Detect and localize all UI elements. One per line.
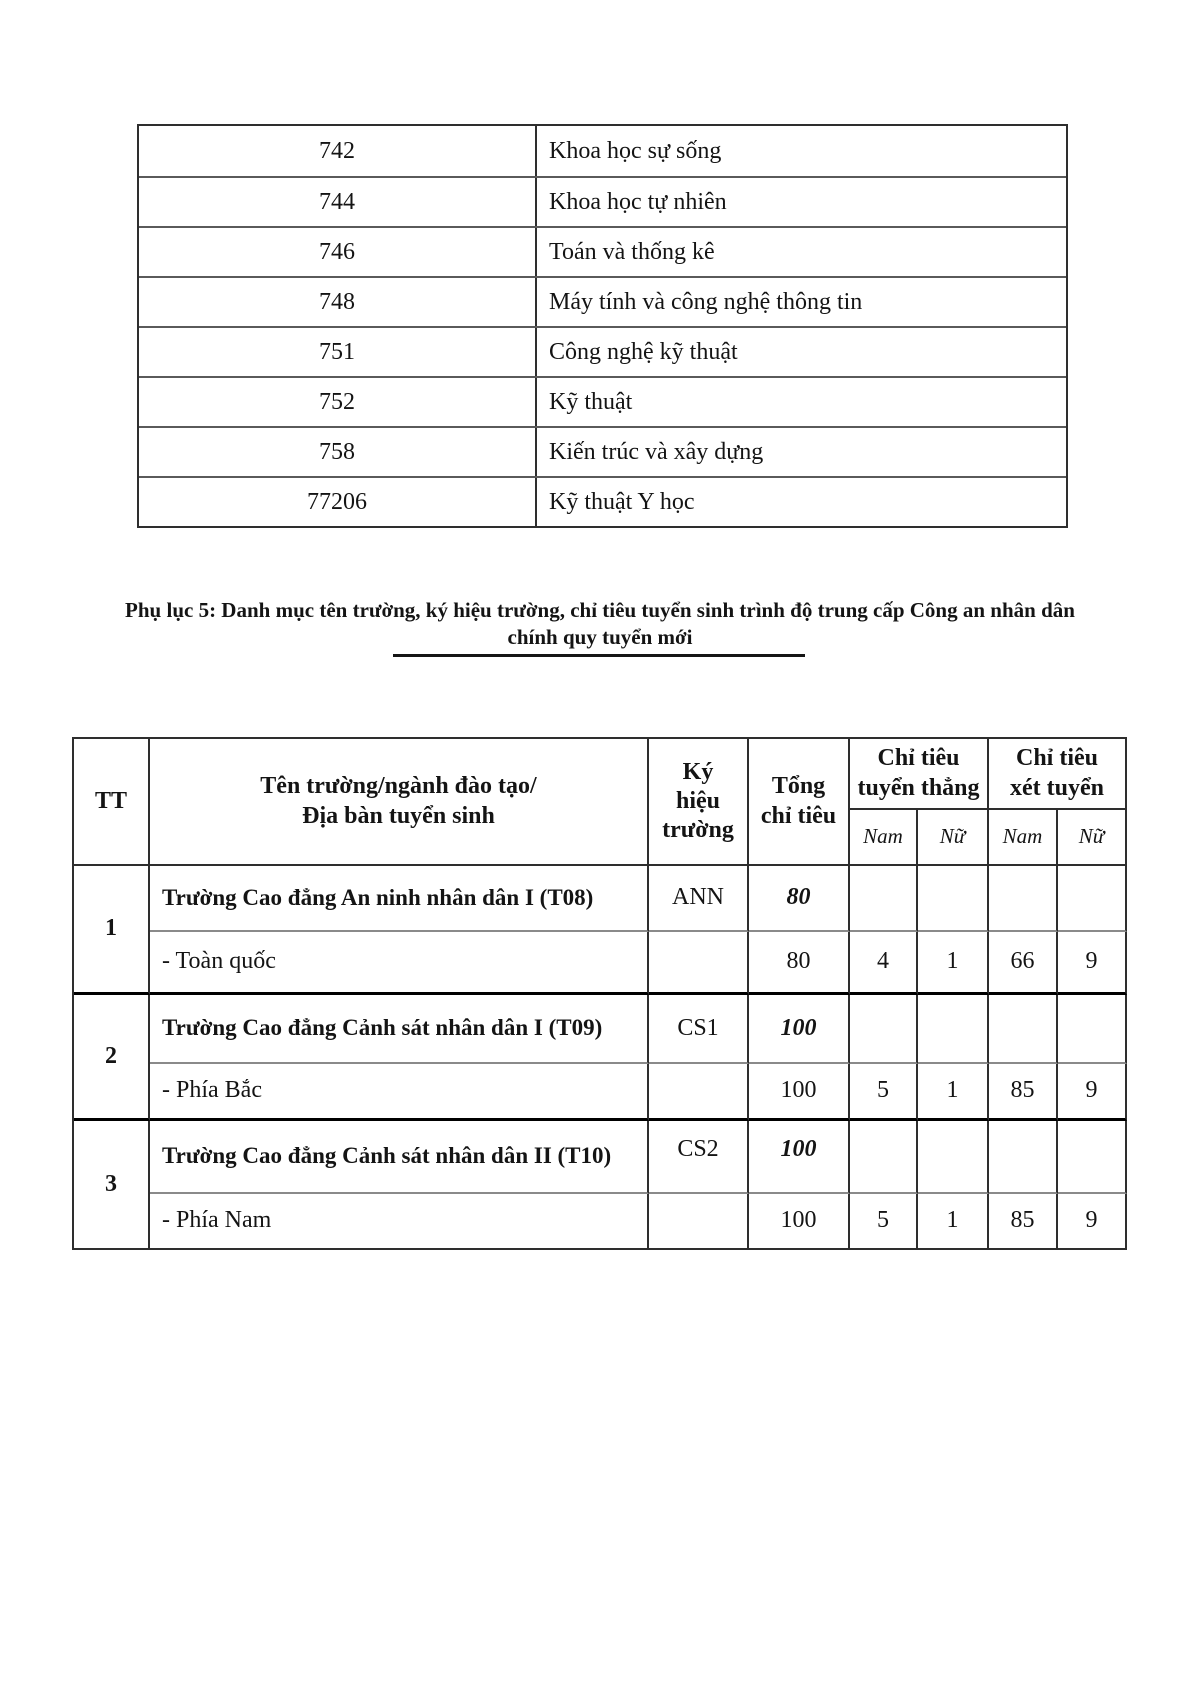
exam-female-cell: 9 (1058, 1064, 1127, 1121)
header-total-quota-line1: Tổng (771, 773, 826, 800)
header-school (150, 739, 649, 866)
subject-code-cell: 77206 (139, 478, 537, 526)
subject-name-cell: Khoa học sự sống (549, 137, 722, 164)
table-row (139, 326, 1066, 376)
header-school-line2: Địa bàn tuyển sinh (302, 802, 495, 829)
empty-cell (989, 1121, 1058, 1194)
header-exam-admission-line1: Chỉ tiêu (1015, 745, 1098, 772)
direct-female-cell: 1 (918, 932, 989, 995)
subject-name-cell: Kiến trúc và xây dựng (549, 438, 764, 465)
empty-cell (989, 866, 1058, 932)
region-name-cell: - Phía Bắc (150, 1064, 649, 1121)
header-exam-male: Nam (989, 810, 1058, 866)
header-direct-female: Nữ (918, 810, 989, 866)
row-number: 3 (74, 1121, 150, 1250)
subject-code-cell: 752 (139, 378, 537, 426)
direct-male-cell: 5 (850, 1064, 918, 1121)
exam-male-cell: 85 (989, 1194, 1058, 1250)
header-exam-female: Nữ (1058, 810, 1127, 866)
subject-code-table (137, 124, 1068, 528)
region-total-cell: 100 (749, 1194, 850, 1250)
school-name-cell: Trường Cao đẳng Cảnh sát nhân dân II (T10) (150, 1121, 649, 1194)
subject-code-cell: 748 (139, 278, 537, 326)
subject-code-cell: 758 (139, 428, 537, 476)
empty-cell (918, 866, 989, 932)
direct-male-cell: 4 (850, 932, 918, 995)
table-row (139, 276, 1066, 326)
subject-name-cell: Công nghệ kỹ thuật (549, 338, 738, 365)
empty-cell (918, 1121, 989, 1194)
region-name-cell: - Phía Nam (150, 1194, 649, 1250)
school-total-cell: 100 (749, 995, 850, 1064)
header-school-code-line1: Ký (682, 758, 714, 785)
region-total-cell: 80 (749, 932, 850, 995)
subject-name-cell: Khoa học tự nhiên (549, 188, 727, 215)
empty-cell (918, 995, 989, 1064)
header-school-code (649, 739, 749, 866)
table-row (139, 476, 1066, 526)
school-name-cell: Trường Cao đẳng An ninh nhân dân I (T08) (150, 866, 649, 932)
admission-quota-table (72, 737, 1127, 1250)
heading-underline (393, 654, 805, 657)
empty-cell (649, 932, 749, 995)
table-row (139, 126, 1066, 176)
header-exam-admission (989, 739, 1127, 810)
appendix-heading (0, 597, 1200, 651)
row-number: 2 (74, 995, 150, 1121)
exam-female-cell: 9 (1058, 1194, 1127, 1250)
region-total-cell: 100 (749, 1064, 850, 1121)
empty-cell (1058, 866, 1127, 932)
header-direct-admission-line1: Chỉ tiêu (877, 745, 960, 772)
region-name-cell: - Toàn quốc (150, 932, 649, 995)
header-school-line1: Tên trường/ngành đào tạo/ (260, 773, 537, 800)
header-total-quota-line2: chỉ tiêu (760, 802, 837, 829)
school-code-cell: CS1 (649, 995, 749, 1064)
empty-cell (989, 995, 1058, 1064)
header-direct-male: Nam (850, 810, 918, 866)
table-row (139, 376, 1066, 426)
direct-female-cell: 1 (918, 1194, 989, 1250)
header-tt: TT (74, 739, 150, 866)
subject-code-cell: 742 (139, 126, 537, 176)
header-school-code-line3: trường (662, 817, 734, 844)
empty-cell (850, 995, 918, 1064)
subject-name-cell: Toán và thống kê (549, 238, 715, 265)
empty-cell (649, 1064, 749, 1121)
direct-male-cell: 5 (850, 1194, 918, 1250)
school-total-cell: 100 (749, 1121, 850, 1194)
row-number: 1 (74, 866, 150, 995)
subject-name-cell: Kỹ thuật (549, 388, 633, 415)
empty-cell (850, 866, 918, 932)
header-total-quota (749, 739, 850, 866)
school-code-cell: ANN (649, 866, 749, 932)
exam-male-cell: 85 (989, 1064, 1058, 1121)
exam-male-cell: 66 (989, 932, 1058, 995)
empty-cell (850, 1121, 918, 1194)
header-exam-admission-line2: xét tuyển (1010, 774, 1104, 801)
table-row (139, 176, 1066, 226)
header-direct-admission-line2: tuyển thẳng (857, 774, 980, 801)
appendix-heading-line1: Phụ lục 5: Danh mục tên trường, ký hiệu trường, chỉ tiêu tuyển sinh trình độ trung cấp Công an nhân dân (125, 598, 1075, 622)
table-row (139, 426, 1066, 476)
subject-name-cell: Máy tính và công nghệ thông tin (549, 288, 863, 315)
subject-name-cell: Kỹ thuật Y học (549, 488, 695, 515)
school-total-cell: 80 (749, 866, 850, 932)
exam-female-cell: 9 (1058, 932, 1127, 995)
header-school-code-line2: hiệu (675, 787, 720, 814)
school-name-cell: Trường Cao đẳng Cảnh sát nhân dân I (T09) (150, 995, 649, 1064)
subject-code-cell: 744 (139, 178, 537, 226)
subject-code-cell: 751 (139, 328, 537, 376)
appendix-heading-line2: chính quy tuyển mới (507, 625, 693, 649)
empty-cell (649, 1194, 749, 1250)
table-row (139, 226, 1066, 276)
empty-cell (1058, 1121, 1127, 1194)
school-code-cell: CS2 (649, 1121, 749, 1194)
direct-female-cell: 1 (918, 1064, 989, 1121)
subject-code-cell: 746 (139, 228, 537, 276)
empty-cell (1058, 995, 1127, 1064)
header-direct-admission (850, 739, 989, 810)
